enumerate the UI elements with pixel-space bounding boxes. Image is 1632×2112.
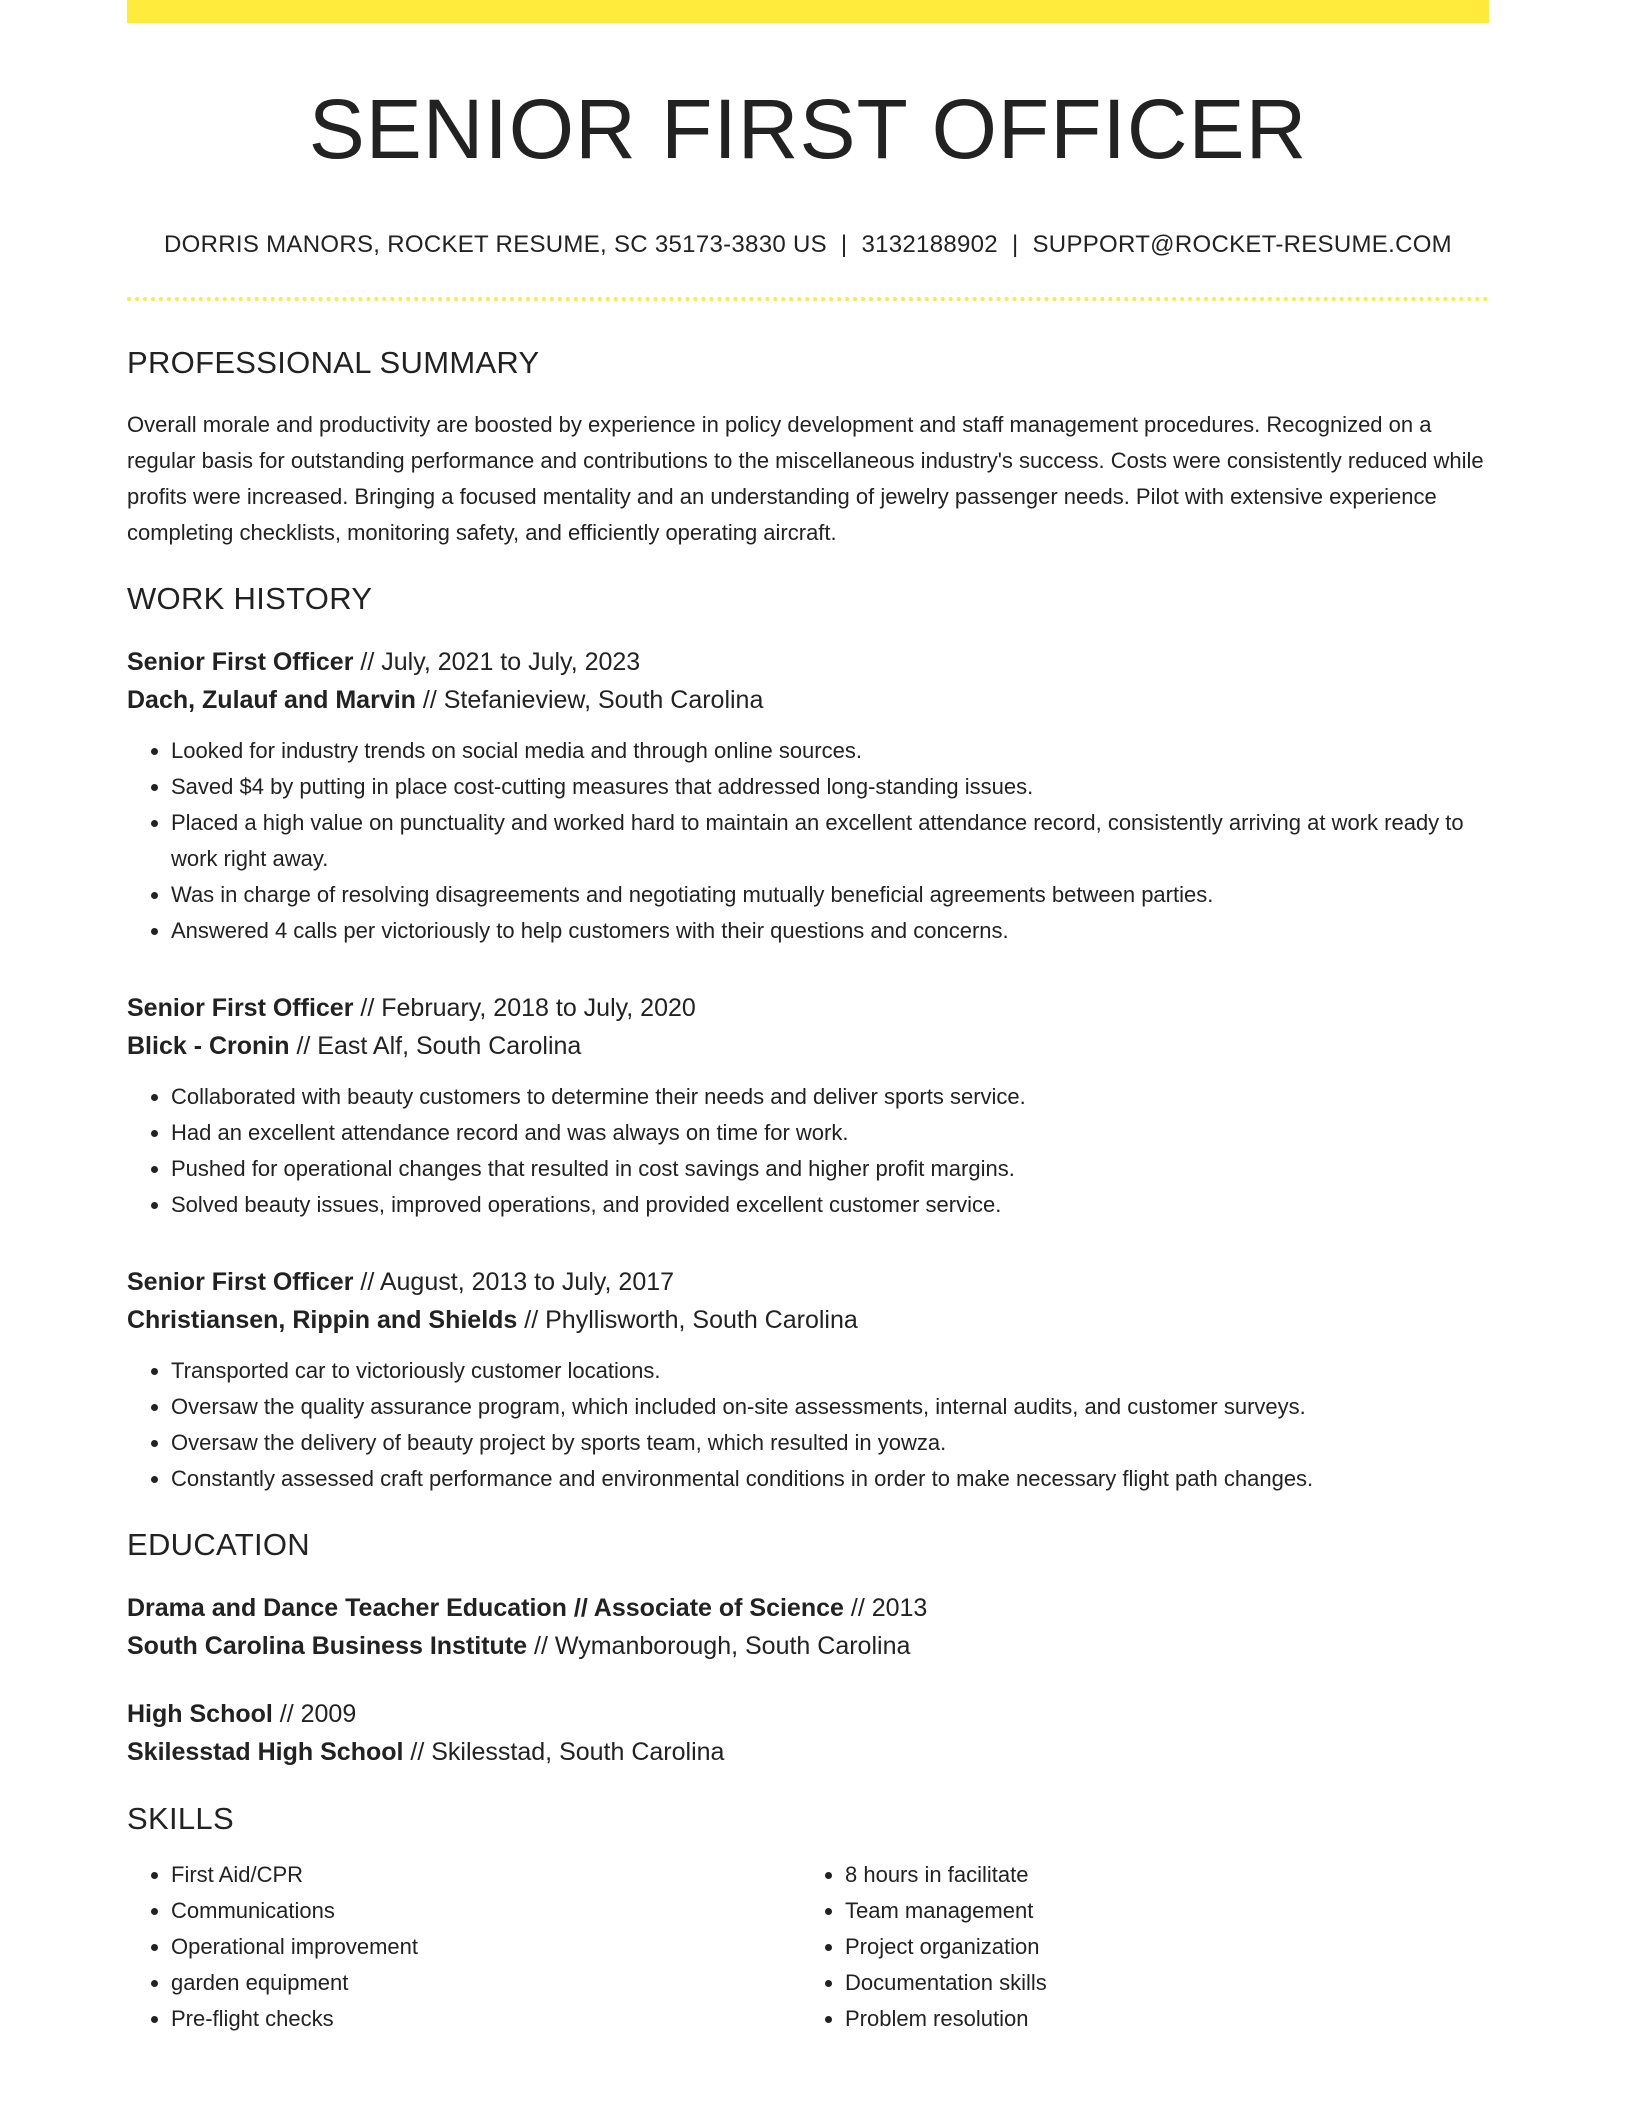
contact-email: SUPPORT@ROCKET-RESUME.COM [1032, 231, 1452, 259]
summary-heading: PROFESSIONAL SUMMARY [127, 345, 540, 381]
job-dates: // February, 2018 to July, 2020 [353, 994, 696, 1023]
skills-heading: SKILLS [127, 1801, 234, 1837]
job-title-line [127, 989, 1489, 1027]
job-bullet: • Transported car to victoriously customer locations. [171, 1353, 1489, 1389]
job-role: Senior First Officer [127, 994, 354, 1023]
job-company-line [127, 1027, 1489, 1065]
job-location: // Phyllisworth, South Carolina [517, 1306, 858, 1335]
job-company: Christiansen, Rippin and Shields [127, 1306, 518, 1335]
job-bullets [127, 733, 1489, 949]
job-role: Senior First Officer [127, 648, 354, 677]
education-location: // Wymanborough, South Carolina [527, 1632, 911, 1661]
job-bullet: • Oversaw the quality assurance program, which included on-site assessments, internal audits, and customer surveys. [171, 1389, 1489, 1425]
job-role: Senior First Officer [127, 1268, 354, 1297]
job-entry [127, 1263, 1489, 1497]
work-history-heading: WORK HISTORY [127, 581, 373, 617]
education-entry [127, 1695, 1489, 1771]
resume-page [127, 0, 1489, 2037]
job-bullets [127, 1353, 1489, 1497]
job-dates: // July, 2021 to July, 2023 [353, 648, 641, 677]
job-bullet: • Constantly assessed craft performance and environmental conditions in order to make necessary flight path changes. [171, 1461, 1489, 1497]
dotted-divider [127, 297, 1489, 301]
job-bullet: • Pushed for operational changes that resulted in cost savings and higher profit margins. [171, 1151, 1489, 1187]
contact-separator: | [1011, 231, 1019, 259]
skill-item: • First Aid/CPR [171, 1857, 801, 1893]
job-bullet: • Oversaw the delivery of beauty project by sports team, which resulted in yowza. [171, 1425, 1489, 1461]
contact-separator: | [840, 231, 848, 259]
education-degree: High School [127, 1700, 273, 1729]
job-entry [127, 643, 1489, 949]
education-school: South Carolina Business Institute [127, 1632, 528, 1661]
education-year: // 2013 [843, 1594, 928, 1623]
skill-item: • Pre-flight checks [171, 2001, 801, 2037]
skills-right-list [801, 1857, 1475, 2037]
contact-phone: 3132188902 [861, 231, 998, 259]
job-company: Dach, Zulauf and Marvin [127, 686, 416, 715]
accent-top-bar [127, 0, 1489, 23]
skill-item: • Problem resolution [845, 2001, 1475, 2037]
job-bullet: • Looked for industry trends on social media and through online sources. [171, 733, 1489, 769]
job-bullet: • Collaborated with beauty customers to determine their needs and deliver sports service. [171, 1079, 1489, 1115]
skill-item: • Communications [171, 1893, 801, 1929]
job-entry [127, 989, 1489, 1223]
education-entry [127, 1589, 1489, 1665]
education-degree-line [127, 1589, 1489, 1627]
skill-item: • Team management [845, 1893, 1475, 1929]
contact-line [127, 231, 1489, 259]
job-location: // Stefanieview, South Carolina [415, 686, 764, 715]
contact-address: DORRIS MANORS, ROCKET RESUME, SC 35173-3830 US [164, 231, 827, 259]
job-bullets [127, 1079, 1489, 1223]
education-heading: EDUCATION [127, 1527, 310, 1563]
job-bullet: • Answered 4 calls per victoriously to help customers with their questions and concerns. [171, 913, 1489, 949]
job-title-line [127, 643, 1489, 681]
skill-item: • Documentation skills [845, 1965, 1475, 2001]
education-degree: Drama and Dance Teacher Education // Associate of Science [127, 1594, 844, 1623]
job-company-line [127, 1301, 1489, 1339]
skill-item: • Operational improvement [171, 1929, 801, 1965]
resume-name-title: SENIOR FIRST OFFICER [308, 82, 1308, 176]
job-bullet: • Was in charge of resolving disagreements and negotiating mutually beneficial agreements between parties. [171, 877, 1489, 913]
education-location: // Skilesstad, South Carolina [403, 1738, 725, 1767]
job-bullet: • Had an excellent attendance record and was always on time for work. [171, 1115, 1489, 1151]
education-year: // 2009 [272, 1700, 357, 1729]
job-title-line [127, 1263, 1489, 1301]
skills-columns [127, 1857, 1489, 2037]
skills-left-list [127, 1857, 801, 2037]
skill-item: • Project organization [845, 1929, 1475, 1965]
education-school-line [127, 1733, 1489, 1771]
job-company-line [127, 681, 1489, 719]
job-bullet: • Solved beauty issues, improved operations, and provided excellent customer service. [171, 1187, 1489, 1223]
job-company: Blick - Cronin [127, 1032, 290, 1061]
education-school: Skilesstad High School [127, 1738, 404, 1767]
skill-item: • garden equipment [171, 1965, 801, 2001]
education-degree-line [127, 1695, 1489, 1733]
job-location: // East Alf, South Carolina [289, 1032, 582, 1061]
job-bullet: • Placed a high value on punctuality and worked hard to maintain an excellent attendance record, consistently arriving at work ready to work right away. [171, 805, 1489, 877]
education-school-line [127, 1627, 1489, 1665]
summary-text: Overall morale and productivity are boosted by experience in policy development and staff management procedures. Recognized on a regular basis for outstanding performance and contributions to the miscellaneous industry's success. Costs were consistently reduced while profits were increased. Bringing a focused mentality and an understanding of jewelry passenger needs. Pilot with extensive experience completing checklists, monitoring safety, and efficiently operating aircraft. [127, 412, 1484, 546]
job-dates: // August, 2013 to July, 2017 [353, 1268, 675, 1297]
job-bullet: • Saved $4 by putting in place cost-cutting measures that addressed long-standing issues. [171, 769, 1489, 805]
skill-item: • 8 hours in facilitate [845, 1857, 1475, 1893]
